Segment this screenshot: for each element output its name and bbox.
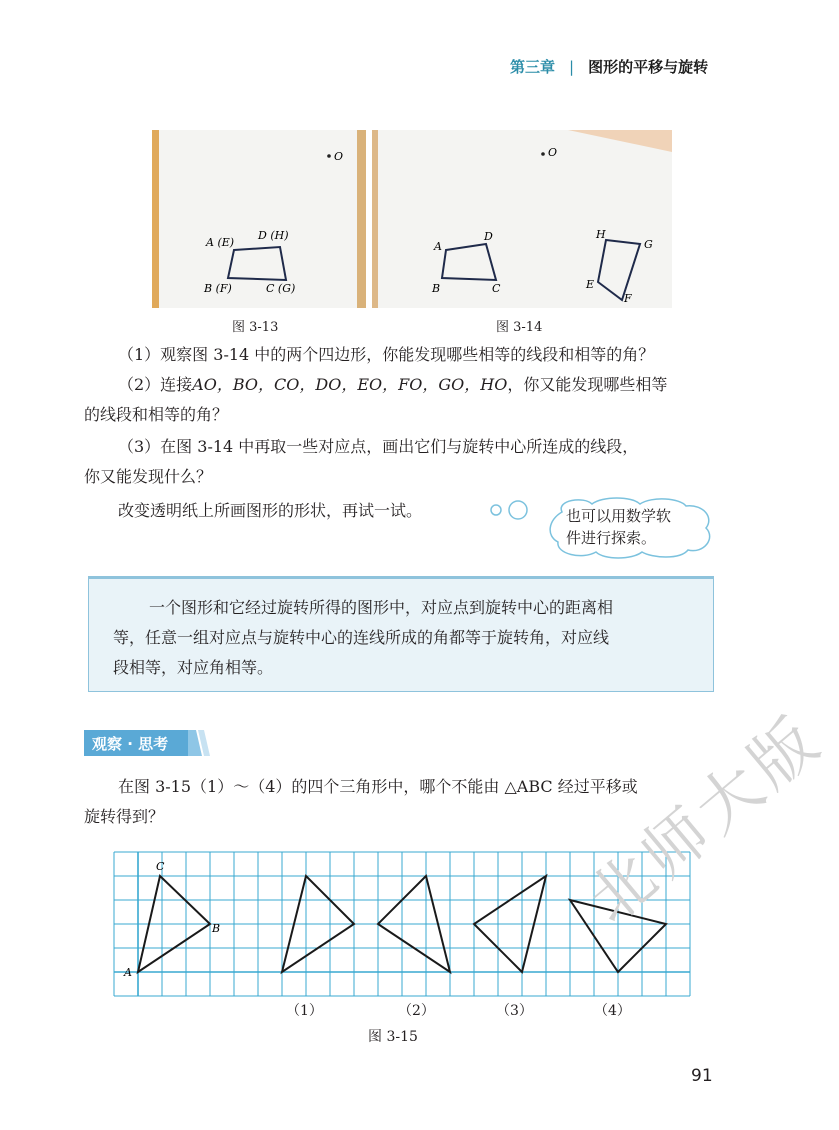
section-tag (84, 730, 212, 756)
label-o: O (334, 150, 344, 163)
label-g: G (644, 238, 653, 251)
label-b: B (432, 282, 441, 295)
label-h: H (596, 228, 606, 241)
subfigure-label-1: （1） (286, 1003, 323, 1019)
figure-3-15-caption: 图 3-15 (368, 1029, 418, 1045)
label-c-g: C (G) (266, 282, 296, 295)
chapter-header (510, 56, 708, 77)
page-number: 91 (691, 1066, 713, 1086)
quadrilateral-abcd (442, 244, 496, 280)
figure-3-13-drawing (152, 130, 366, 308)
wood-corner (568, 130, 672, 152)
header-separator: | (569, 58, 575, 76)
rotation-center-dot (327, 154, 331, 158)
label-a-e: A (E) (206, 236, 235, 249)
conclusion-line-1: 一个图形和它经过旋转所得的图形中，对应点到旋转中心的距离相 (149, 598, 614, 617)
label-c: C (492, 282, 501, 295)
question-3-line-2: 你又能发现什么？ (84, 467, 213, 486)
label-e: E (586, 278, 595, 291)
thought-dot-large (509, 501, 527, 519)
question-2-line-2: 的线段和相等的角？ (84, 405, 229, 424)
conclusion-text (113, 593, 693, 683)
question-2-prefix: （2）连接 (118, 375, 193, 394)
label-d-h: D (H) (258, 229, 289, 242)
publisher-watermark: 北师大版 (574, 701, 837, 939)
figure-3-13-photo (152, 130, 366, 308)
thought-bubble (548, 498, 714, 558)
label-o: O (548, 146, 558, 159)
wood-edge-right (357, 130, 366, 308)
question-2-line-1 (118, 370, 728, 400)
vertex-label-c: C (156, 860, 165, 873)
conclusion-box (88, 576, 714, 692)
label-b-f: B (F) (204, 282, 232, 295)
observe-line-1: 在图 3-15（1）～（4）的四个三角形中，哪个不能由 △ABC 经过平移或 (118, 777, 638, 796)
question-2-segments: AO，BO，CO，DO，EO，FO，GO，HO (192, 375, 508, 394)
figure-3-13-caption: 图 3-13 (232, 320, 279, 335)
label-f: F (624, 292, 632, 305)
label-a: A (434, 240, 442, 253)
wood-edge-left (152, 130, 159, 308)
quadrilateral-abcd (228, 247, 286, 280)
rotation-center-dot (541, 152, 545, 156)
figure-3-14-photo (372, 130, 672, 308)
vertex-label-a: A (124, 966, 132, 979)
conclusion-line-2: 等，任意一组对应点与旋转中心的连线所成的角都等于旋转角，对应线 (113, 628, 610, 647)
subfigure-label-3: （3） (496, 1003, 533, 1019)
figure-3-14-caption: 图 3-14 (496, 320, 543, 335)
bubble-text (548, 498, 714, 558)
vertex-label-b: B (212, 922, 221, 935)
question-3-line-1: （3）在图 3-14 中再取一些对应点，画出它们与旋转中心所连成的线段， (118, 437, 639, 456)
question-2-suffix: ，你又能发现哪些相等 (507, 375, 668, 394)
conclusion-line-3: 段相等，对应角相等。 (113, 658, 274, 677)
bubble-line-1: 也可以用数学软 (566, 507, 672, 525)
section-tag-label: 观察 · 思考 (92, 735, 169, 753)
label-d: D (484, 230, 493, 243)
bubble-line-2: 件进行探索。 (566, 529, 657, 547)
wood-edge-left (372, 130, 378, 308)
quadrilateral-efgh (598, 240, 640, 300)
thought-dots (488, 500, 538, 530)
observe-line-2: 旋转得到？ (84, 807, 165, 826)
chapter-title: 图形的平移与旋转 (588, 58, 709, 76)
try-it-text: 改变透明纸上所画图形的形状，再试一试。 (118, 501, 423, 520)
thought-dot-small (491, 505, 501, 515)
figure-3-14-drawing (372, 130, 672, 308)
subfigure-label-2: （2） (398, 1003, 435, 1019)
question-1: （1）观察图 3-14 中的两个四边形，你能发现哪些相等的线段和相等的角？ (118, 345, 655, 364)
chapter-number: 第三章 (510, 58, 556, 76)
subfigure-label-4: （4） (594, 1003, 631, 1019)
